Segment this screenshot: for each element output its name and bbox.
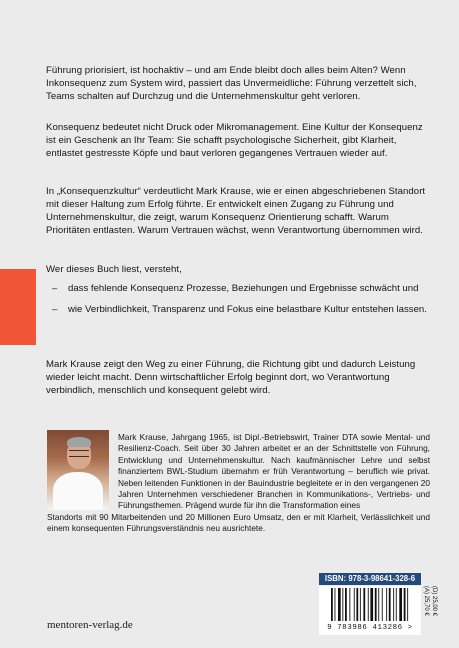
dash-marker: – [52, 304, 58, 315]
price-de: (D) 25,00 € [431, 586, 437, 617]
barcode-icon [331, 588, 409, 621]
blurb-paragraph-3: In „Konsequenzkultur“ verdeutlicht Mark Krause, wie er einen abgeschriebenen Standort mit dieser Haltung zum Erfolg führte. Er entwickelt einen Zugang zu Führung und Unternehmenskultur, die zeigt, warum Konsequenz Orientierung schafft. Warum Prioritäten entlasten. Warum Vertrauen wächst, wenn Verantwortung übernommen wird. [46, 186, 426, 236]
author-photo [47, 430, 109, 510]
dash-marker: – [52, 283, 58, 294]
publisher-url: mentoren-verlag.de [47, 619, 133, 631]
bullet-list [46, 282, 432, 324]
blurb-paragraph-2: Konsequenz bedeutet nicht Druck oder Mikromanagement. Eine Kultur der Konsequenz ist ein Geschenk an Ihr Team: Sie schafft psychologische Sicherheit, gibt Klarheit, entlastet gestresste Köpfe und baut verloren gegangenes Vertrauen wieder auf. [46, 122, 423, 159]
list-item [46, 303, 432, 316]
isbn-digits: 9 783986 413286 > [327, 624, 413, 632]
isbn-label: ISBN: 978-3-98641-328-6 [319, 573, 421, 585]
accent-bar [0, 269, 36, 345]
blurb-paragraph-5: Mark Krause zeigt den Weg zu einer Führung, die Richtung gibt und dadurch Leistung wieder leicht macht. Denn wirtschaftlicher Erfolg beginnt dort, wo Verantwortung verbindlich, menschlich und konsequent gelebt wird. [46, 359, 416, 396]
bullet-text: dass fehlende Konsequenz Prozesse, Beziehungen und Ergebnisse schwächt und [68, 283, 419, 294]
price-block [423, 586, 442, 635]
bullet-text: wie Verbindlichkeit, Transparenz und Fokus eine belastbare Kultur entstehen lassen. [68, 304, 427, 315]
blurb-paragraph-1: Führung priorisiert, ist hochaktiv – und am Ende bleibt doch alles beim Alten? Wenn Inkonsequenz zum System wird, passiert das Unvermeidliche: Führung verzettelt sich, Teams schalten auf Durchzug und die Unternehmenskultur geht verloren. [46, 65, 417, 102]
list-item [46, 282, 432, 295]
author-bio-continued: Standorts mit 90 Mitarbeitenden und 20 Millionen Euro Umsatz, den er mit Klarheit, Verlässlichkeit und einem konsequenten Führungsverständnis neu ausrichtete. [47, 512, 430, 534]
blurb-paragraph-4: Wer dieses Buch liest, versteht, [46, 264, 182, 275]
author-bio: Mark Krause, Jahrgang 1965, ist Dipl.-Betriebswirt, Trainer DTA sowie Mental- und Resilienz-Coach. Seit über 30 Jahren arbeitet er an der Schnittstelle von Führung, Entwicklung und Unternehmenskultur. Nach kaufmännischer Lehre und selbst finanziertem BWL-Studium übernahm er früh Verantwortung – beruflich wie privat. Neben leitenden Funktionen in der Bauindustrie begleitete er in den vergangenen 20 Jahren Unternehmen verschiedener Branchen in Kommunikations-, Vertriebs- und Führungsthemen. Prägend wurde für ihn die Transformation eines [118, 432, 430, 511]
price-at: (A) 25,70 € [423, 586, 429, 616]
